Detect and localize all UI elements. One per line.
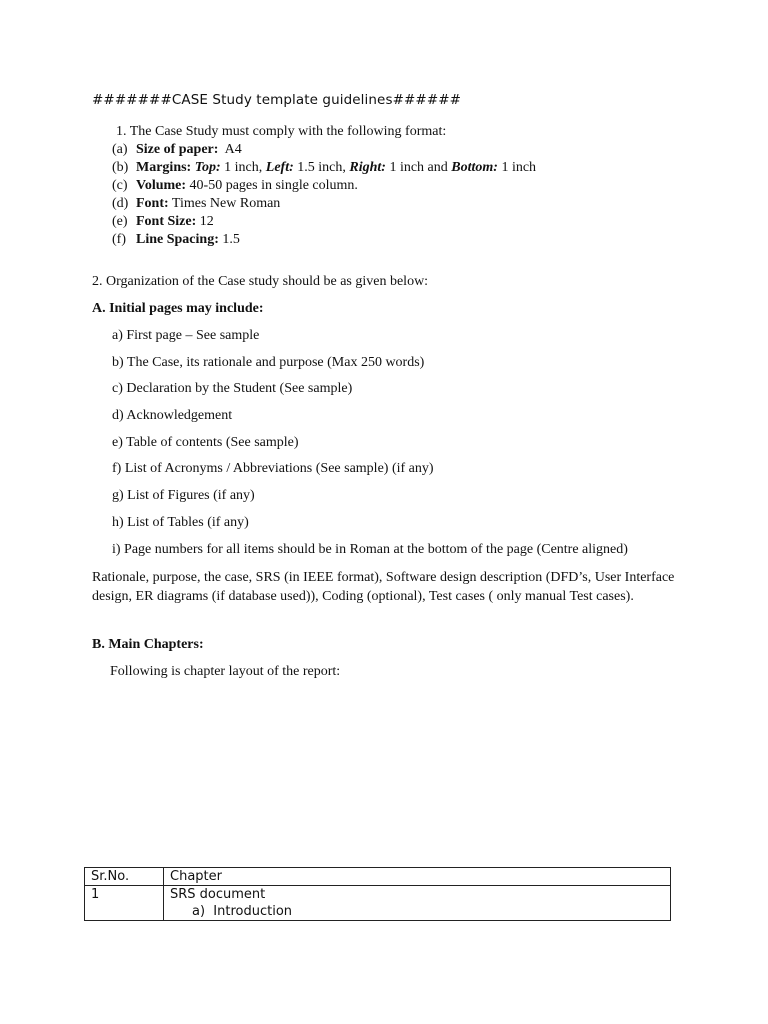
list-marker: (a) xyxy=(112,142,128,157)
list-marker: (f) xyxy=(112,232,126,247)
organization-heading: 2. Organization of the Case study should be as given below: xyxy=(92,274,429,289)
table-row xyxy=(85,886,671,921)
margin-bottom-value: 1 inch xyxy=(497,160,537,175)
item-label: Margins: xyxy=(136,160,192,175)
margin-right-value: 1 inch and xyxy=(385,160,452,175)
list-marker: (c) xyxy=(112,178,128,193)
format-item-volume xyxy=(112,177,536,195)
table-header-cell: Sr.No. xyxy=(85,868,164,886)
item-value: Times New Roman xyxy=(168,196,281,211)
table-cell-chapter xyxy=(164,886,671,921)
table-cell-sr: 1 xyxy=(85,886,164,921)
section-a-heading: A. Initial pages may include: xyxy=(92,301,264,316)
section-b-intro: Following is chapter layout of the report: xyxy=(110,664,341,679)
item-value: A4 xyxy=(218,142,242,157)
chapter-title: SRS document xyxy=(170,887,266,902)
margin-top-value: 1 inch, xyxy=(220,160,266,175)
margin-left-value: 1.5 inch, xyxy=(293,160,350,175)
margin-top-label: Top: xyxy=(194,160,221,175)
table-header-cell: Chapter xyxy=(164,868,671,886)
format-item-font-size xyxy=(112,213,536,231)
item-label: Font: xyxy=(136,196,169,211)
chapter-table xyxy=(84,867,671,921)
format-item-margins xyxy=(112,159,536,177)
list-item: f) List of Acronyms / Abbreviations (See sample) (if any) xyxy=(112,461,434,477)
format-intro-number: 1. xyxy=(116,124,127,139)
list-item: c) Declaration by the Student (See sample) xyxy=(112,381,353,397)
list-item: a) First page – See sample xyxy=(112,328,260,343)
chapter-subitem: a) Introduction xyxy=(192,904,293,919)
format-intro-text: The Case Study must comply with the following format: xyxy=(129,124,447,139)
margin-left-label: Left: xyxy=(265,160,294,175)
list-item: h) List of Tables (if any) xyxy=(112,514,249,530)
list-item: i) Page numbers for all items should be in Roman at the bottom of the page (Centre aligned) xyxy=(112,541,628,557)
list-item: g) List of Figures (if any) xyxy=(112,488,255,504)
margin-bottom-label: Bottom: xyxy=(451,160,498,175)
list-item: b) The Case, its rationale and purpose (Max 250 words) xyxy=(112,354,425,370)
list-marker: (d) xyxy=(112,196,129,211)
list-item: e) Table of contents (See sample) xyxy=(112,434,299,450)
item-label: Volume: xyxy=(136,178,187,193)
rationale-paragraph: Rationale, purpose, the case, SRS (in IEEE format), Software design description (DFD’s, User Interface design, ER diagrams (if database used)), Coding (optional), Test cases ( only manual Test cases). xyxy=(92,570,675,604)
item-label: Line Spacing: xyxy=(136,232,219,247)
format-item-line-spacing xyxy=(112,231,536,249)
list-item: d) Acknowledgement xyxy=(112,408,233,424)
table-header-row xyxy=(85,868,671,886)
item-label: Font Size: xyxy=(136,214,197,229)
format-list xyxy=(112,123,536,249)
format-intro xyxy=(112,123,536,141)
margin-right-label: Right: xyxy=(349,160,386,175)
format-item-font xyxy=(112,195,536,213)
item-value: 1.5 xyxy=(218,232,240,247)
item-value: 12 xyxy=(196,214,214,229)
list-marker: (e) xyxy=(112,214,128,229)
section-b-heading: B. Main Chapters: xyxy=(92,637,204,652)
item-label: Size of paper: xyxy=(136,142,219,157)
list-marker: (b) xyxy=(112,160,129,175)
document-title: #######CASE Study template guidelines###### xyxy=(92,92,462,108)
initial-pages-list xyxy=(112,327,628,567)
format-item-paper xyxy=(112,141,536,159)
item-value: 40-50 pages in single column. xyxy=(186,178,358,193)
